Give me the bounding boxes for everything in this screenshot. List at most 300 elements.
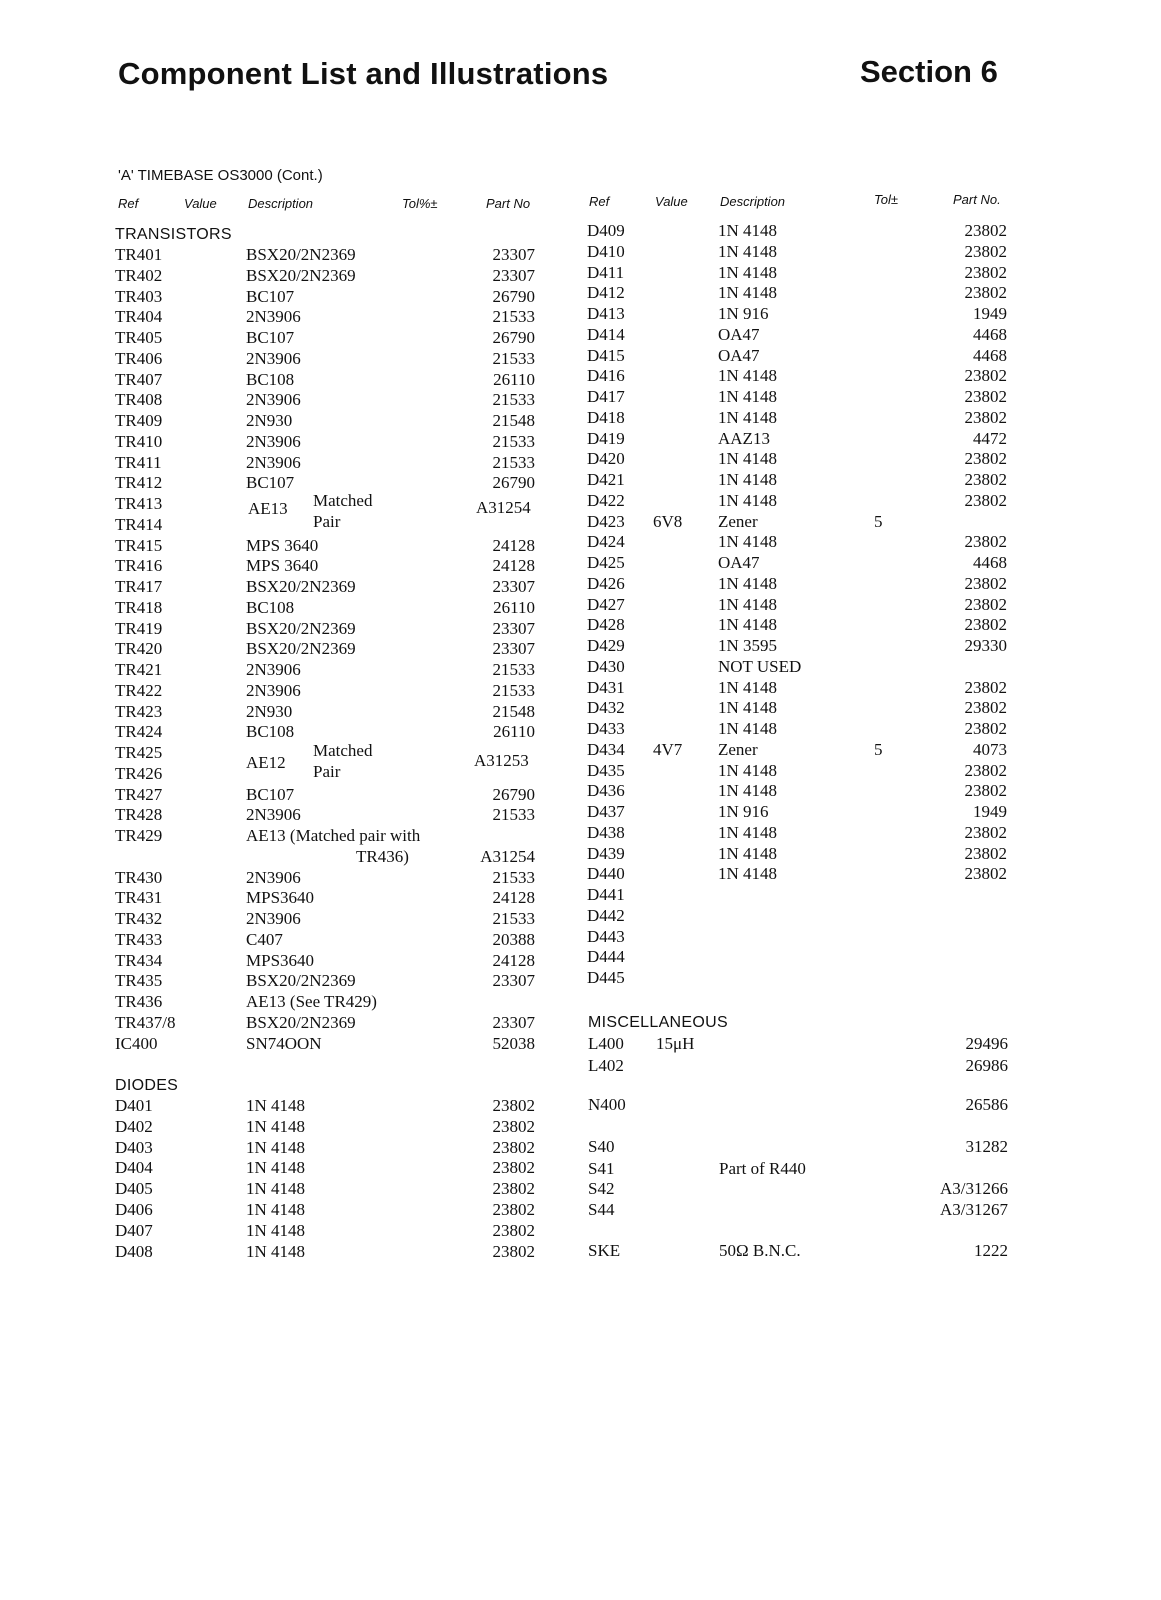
ref-cell: D409 bbox=[587, 221, 625, 240]
ref-cell: TR432 bbox=[115, 909, 163, 928]
ref-cell: TR412 bbox=[115, 473, 163, 493]
ref-cell: TR413 bbox=[115, 494, 163, 513]
right-header-description: Description bbox=[720, 194, 786, 209]
ref-cell: D401 bbox=[115, 1096, 153, 1115]
table-row bbox=[115, 825, 585, 846]
part-no-cell: 23802 bbox=[492, 1200, 535, 1219]
description-cell: Zener bbox=[718, 739, 758, 759]
part-no-cell: 23802 bbox=[492, 1137, 535, 1157]
ref-cell: D408 bbox=[115, 1241, 153, 1261]
ref-cell: S40 bbox=[588, 1137, 615, 1156]
ref-cell: TR430 bbox=[115, 867, 163, 887]
part-no-cell: 23307 bbox=[492, 1012, 535, 1032]
description-cell: BC108 bbox=[246, 722, 295, 742]
table-row bbox=[115, 887, 585, 908]
description-cell: SN74OON bbox=[246, 1033, 322, 1053]
ref-cell: D440 bbox=[587, 864, 625, 884]
part-no-cell: 23802 bbox=[492, 1241, 535, 1261]
table-row bbox=[115, 389, 585, 410]
table-row bbox=[587, 656, 1057, 677]
part-no-cell: 26986 bbox=[965, 1056, 1008, 1075]
table-row bbox=[587, 573, 1057, 594]
ref-cell: D431 bbox=[587, 677, 625, 697]
table-subtitle: 'A' TIMEBASE OS3000 (Cont.) bbox=[118, 167, 323, 184]
ref-cell: TR426 bbox=[115, 763, 163, 783]
part-no-cell: 23802 bbox=[964, 822, 1007, 842]
table-row bbox=[115, 597, 585, 618]
ref-cell: D424 bbox=[587, 532, 625, 552]
left-header-description: Description bbox=[248, 196, 314, 211]
description-cell: 1N 4148 bbox=[718, 594, 778, 614]
ref-cell: D406 bbox=[115, 1200, 153, 1219]
ref-cell: TR417 bbox=[115, 577, 163, 596]
description-cell: 1N 916 bbox=[718, 802, 769, 821]
table-row bbox=[115, 535, 585, 556]
description-cell: BC108 bbox=[246, 369, 295, 389]
table-row bbox=[588, 1033, 1058, 1054]
part-no-cell: 23307 bbox=[492, 618, 535, 638]
part-no-cell: 21533 bbox=[492, 307, 535, 327]
ref-cell: TR434 bbox=[115, 950, 163, 970]
part-no-cell: 21548 bbox=[492, 701, 535, 721]
ref-cell: D410 bbox=[587, 241, 625, 261]
table-row bbox=[587, 780, 1057, 801]
ref-cell: TR428 bbox=[115, 805, 163, 825]
table-row bbox=[115, 472, 585, 493]
description-cell: BC107 bbox=[246, 784, 295, 804]
left-header-value: Value bbox=[184, 196, 217, 211]
table-row bbox=[115, 410, 585, 431]
page-title: Component List and Illustrations bbox=[118, 56, 609, 91]
ref-cell: D441 bbox=[587, 885, 625, 904]
part-no-cell: 23802 bbox=[492, 1116, 535, 1136]
part-no-cell: 29330 bbox=[964, 636, 1007, 655]
ref-cell: TR433 bbox=[115, 929, 163, 949]
table-row bbox=[588, 1055, 1058, 1076]
table-row bbox=[115, 638, 585, 659]
ref-cell: D419 bbox=[587, 428, 625, 448]
part-no-cell: 4468 bbox=[973, 553, 1007, 572]
description-cell: BSX20/2N2369 bbox=[246, 577, 356, 596]
ref-cell: D418 bbox=[587, 407, 625, 427]
table-row bbox=[587, 967, 1057, 988]
table-row bbox=[588, 1136, 1058, 1157]
ref-cell: D422 bbox=[587, 490, 625, 510]
value-cell: 4V7 bbox=[653, 739, 683, 759]
description-cell: 1N 4148 bbox=[718, 221, 778, 240]
description-cell: 2N3906 bbox=[246, 909, 301, 928]
description-cell: BC107 bbox=[246, 328, 295, 347]
description-cell: 2N3906 bbox=[246, 867, 301, 887]
table-row bbox=[587, 282, 1057, 303]
part-no-cell: 4468 bbox=[973, 324, 1007, 344]
table-row bbox=[115, 514, 585, 535]
table-row bbox=[115, 950, 585, 971]
matched-pair-part-1: A31254 bbox=[476, 498, 531, 517]
ref-cell: D433 bbox=[587, 719, 625, 738]
table-row bbox=[115, 369, 585, 390]
right-header-value: Value bbox=[655, 194, 688, 209]
description-cell: 1N 4148 bbox=[718, 822, 778, 842]
part-no-cell: 23802 bbox=[964, 698, 1007, 718]
description-cell: OA47 bbox=[718, 345, 760, 365]
description-cell: MPS3640 bbox=[246, 950, 315, 970]
ref-cell: D442 bbox=[587, 905, 625, 925]
table-row bbox=[115, 431, 585, 452]
part-no-cell: 1949 bbox=[973, 304, 1007, 323]
ref-cell: TR425 bbox=[115, 743, 163, 762]
table-row bbox=[588, 1178, 1058, 1199]
tol-cell: 5 bbox=[874, 511, 883, 531]
part-no-cell: 24128 bbox=[492, 950, 535, 970]
table-row bbox=[588, 1240, 1058, 1261]
part-no-cell: 23802 bbox=[964, 594, 1007, 614]
description-cell: 1N 4148 bbox=[718, 490, 778, 510]
description-cell: 1N 4148 bbox=[718, 241, 778, 261]
ref-cell: TR419 bbox=[115, 618, 163, 638]
description-cell: 1N 4148 bbox=[718, 698, 778, 718]
description-cell: 1N 4148 bbox=[246, 1200, 306, 1219]
section-title: Section 6 bbox=[860, 54, 998, 89]
table-row bbox=[587, 511, 1057, 532]
description-cell: BC108 bbox=[246, 597, 295, 617]
table-row bbox=[588, 1094, 1058, 1115]
ref-cell: TR418 bbox=[115, 597, 163, 617]
table-row bbox=[587, 241, 1057, 262]
description-cell: 1N 4148 bbox=[246, 1137, 306, 1157]
ref-cell: D417 bbox=[587, 387, 625, 406]
description-cell: 1N 4148 bbox=[718, 843, 778, 863]
description-cell: 2N3906 bbox=[246, 307, 301, 327]
ref-cell: TR435 bbox=[115, 971, 163, 991]
description-cell: BC107 bbox=[246, 473, 295, 493]
part-no-cell: 23307 bbox=[492, 245, 535, 264]
part-no-cell: 23802 bbox=[492, 1179, 535, 1199]
part-no-cell: 21533 bbox=[492, 348, 535, 368]
ref-cell: D402 bbox=[115, 1116, 153, 1136]
table-row bbox=[115, 680, 585, 701]
part-no-cell: 26110 bbox=[493, 597, 535, 617]
ref-cell: TR409 bbox=[115, 411, 163, 430]
description-cell: NOT USED bbox=[718, 656, 802, 676]
description-cell: BSX20/2N2369 bbox=[246, 618, 356, 638]
table-row bbox=[587, 490, 1057, 511]
table-row bbox=[587, 863, 1057, 884]
table-row bbox=[115, 1116, 585, 1137]
part-no-cell: 23802 bbox=[964, 449, 1007, 469]
ref-cell: D404 bbox=[115, 1158, 153, 1178]
description-cell: 1N 4148 bbox=[718, 532, 778, 552]
table-row bbox=[587, 303, 1057, 324]
description-cell: Zener bbox=[718, 511, 758, 531]
part-no-cell: 21533 bbox=[492, 680, 535, 700]
part-no-cell: 23307 bbox=[492, 577, 535, 596]
part-no-cell: 21533 bbox=[492, 452, 535, 472]
description-cell: 2N3906 bbox=[246, 390, 301, 410]
part-no-cell: 23802 bbox=[964, 241, 1007, 261]
table-row bbox=[115, 1178, 585, 1199]
part-no-cell: 24128 bbox=[492, 888, 535, 908]
tol-cell: 5 bbox=[874, 739, 883, 759]
part-no-cell: 23307 bbox=[492, 639, 535, 659]
part-no-cell: 1222 bbox=[974, 1241, 1008, 1260]
description-cell: 1N 4148 bbox=[246, 1220, 306, 1240]
table-row bbox=[115, 452, 585, 473]
table-row bbox=[115, 929, 585, 950]
part-no-cell: 23802 bbox=[964, 760, 1007, 780]
ref-cell: D412 bbox=[587, 283, 625, 303]
table-row bbox=[115, 970, 585, 991]
table-row bbox=[587, 614, 1057, 635]
table-row bbox=[587, 594, 1057, 615]
part-no-cell: A31254 bbox=[480, 846, 535, 866]
table-row bbox=[587, 926, 1057, 947]
table-row bbox=[115, 867, 585, 888]
part-no-cell: 23802 bbox=[964, 366, 1007, 386]
table-row bbox=[587, 739, 1057, 760]
table-row bbox=[115, 244, 585, 265]
table-row bbox=[115, 721, 585, 742]
description-cell: BSX20/2N2369 bbox=[246, 971, 356, 991]
table-row bbox=[587, 884, 1057, 905]
part-no-cell: 23307 bbox=[492, 971, 535, 991]
ref-cell: TR407 bbox=[115, 369, 163, 389]
table-row bbox=[115, 1012, 585, 1033]
table-row bbox=[115, 763, 585, 784]
table-row bbox=[588, 1199, 1058, 1220]
ref-cell: D411 bbox=[587, 262, 625, 282]
ref-cell: D416 bbox=[587, 366, 625, 386]
ref-cell: D439 bbox=[587, 843, 625, 863]
ref-cell: TR416 bbox=[115, 556, 163, 576]
description-cell: 1N 4148 bbox=[718, 719, 778, 738]
description-cell: 2N3906 bbox=[246, 660, 301, 679]
description-cell: 1N 4148 bbox=[718, 366, 778, 386]
description-cell: 1N 4148 bbox=[718, 677, 778, 697]
ref-cell: TR415 bbox=[115, 535, 163, 555]
part-no-cell: 23802 bbox=[964, 719, 1007, 738]
description-cell: 1N 4148 bbox=[718, 449, 778, 469]
ref-cell: D423 bbox=[587, 511, 625, 531]
ref-cell: TR405 bbox=[115, 328, 163, 347]
ref-cell: N400 bbox=[588, 1095, 626, 1114]
part-no-cell: 23802 bbox=[964, 283, 1007, 303]
value-cell: 15μH bbox=[656, 1034, 695, 1053]
table-row bbox=[587, 677, 1057, 698]
part-no-cell: 4468 bbox=[973, 345, 1007, 365]
description-cell: 1N 4148 bbox=[246, 1241, 306, 1261]
table-row bbox=[587, 262, 1057, 283]
ref-cell: D435 bbox=[587, 760, 625, 780]
pair-label-2: Pair bbox=[313, 762, 341, 781]
ref-cell: D443 bbox=[587, 926, 625, 946]
description-cell: 1N 916 bbox=[718, 304, 769, 323]
ref-cell: D432 bbox=[587, 698, 625, 718]
ref-cell: D430 bbox=[587, 656, 625, 676]
description-cell: 50Ω B.N.C. bbox=[719, 1241, 801, 1260]
part-no-cell: A3/31266 bbox=[940, 1179, 1008, 1198]
description-cell: 1N 4148 bbox=[246, 1179, 306, 1199]
part-no-cell: 26790 bbox=[492, 473, 535, 493]
section-heading-miscellaneous: MISCELLANEOUS bbox=[588, 1014, 728, 1031]
right-header-tol: Tol± bbox=[874, 192, 899, 207]
table-row bbox=[587, 365, 1057, 386]
ref-cell: TR402 bbox=[115, 265, 163, 285]
ref-cell: TR437/8 bbox=[115, 1012, 176, 1032]
table-row bbox=[115, 555, 585, 576]
ref-cell: TR421 bbox=[115, 660, 163, 679]
part-no-cell: 23802 bbox=[492, 1096, 535, 1115]
ref-cell: L400 bbox=[588, 1034, 624, 1053]
part-no-cell: 23802 bbox=[964, 864, 1007, 884]
part-no-cell: 20388 bbox=[492, 929, 535, 949]
pair-label-1: Pair bbox=[313, 512, 341, 531]
ref-cell: TR401 bbox=[115, 245, 163, 264]
description-cell: BC107 bbox=[246, 286, 295, 306]
ref-cell: TR406 bbox=[115, 348, 163, 368]
part-no-cell: 23802 bbox=[964, 490, 1007, 510]
description-cell: OA47 bbox=[718, 553, 760, 572]
ref-cell: S42 bbox=[588, 1179, 615, 1198]
ref-cell: S41 bbox=[588, 1159, 615, 1178]
description-cell: 1N 4148 bbox=[718, 573, 778, 593]
part-no-cell: 31282 bbox=[965, 1137, 1008, 1156]
description-cell: 1N 3595 bbox=[718, 636, 778, 655]
table-row bbox=[587, 718, 1057, 739]
part-no-cell: 26790 bbox=[492, 784, 535, 804]
part-no-cell: 23802 bbox=[964, 470, 1007, 489]
table-row bbox=[587, 220, 1057, 241]
part-no-cell: 21533 bbox=[492, 909, 535, 928]
ref-cell: TR408 bbox=[115, 390, 163, 410]
description-cell: 2N3906 bbox=[246, 431, 301, 451]
description-cell: 2N3906 bbox=[246, 680, 301, 700]
part-no-cell: 23802 bbox=[964, 407, 1007, 427]
table-row bbox=[587, 843, 1057, 864]
ref-cell: D436 bbox=[587, 781, 625, 801]
part-no-cell: 23802 bbox=[964, 387, 1007, 406]
matched-pair-part-2: A31253 bbox=[474, 751, 529, 770]
part-no-cell: A3/31267 bbox=[940, 1200, 1008, 1219]
table-row bbox=[115, 348, 585, 369]
description-cell: AE13 (See TR429) bbox=[246, 992, 377, 1011]
description-cell: 1N 4148 bbox=[718, 470, 778, 489]
table-row bbox=[115, 908, 585, 929]
table-row bbox=[587, 905, 1057, 926]
part-no-cell: 4472 bbox=[973, 428, 1007, 448]
ref-cell: TR410 bbox=[115, 431, 163, 451]
table-row bbox=[115, 804, 585, 825]
description-cell: 2N3906 bbox=[246, 805, 301, 825]
description-cell: 2N3906 bbox=[246, 452, 301, 472]
ref-cell: TR411 bbox=[115, 452, 162, 472]
description-cell: 1N 4148 bbox=[718, 283, 778, 303]
part-no-cell: 26110 bbox=[493, 722, 535, 742]
ref-cell: TR414 bbox=[115, 514, 163, 534]
ref-cell: D414 bbox=[587, 324, 625, 344]
part-no-cell: 4073 bbox=[973, 739, 1007, 759]
ref-cell: D438 bbox=[587, 822, 625, 842]
ref-cell: D407 bbox=[115, 1220, 153, 1240]
ref-cell: D420 bbox=[587, 449, 625, 469]
ref-cell: TR436 bbox=[115, 992, 163, 1011]
table-row bbox=[115, 493, 585, 514]
right-header-ref: Ref bbox=[589, 194, 610, 209]
description-cell: 2N3906 bbox=[246, 348, 301, 368]
ref-cell: D427 bbox=[587, 594, 625, 614]
description-cell: TR436) bbox=[356, 846, 409, 866]
description-cell: 2N930 bbox=[246, 701, 293, 721]
ref-cell: D403 bbox=[115, 1137, 153, 1157]
part-no-cell: 29496 bbox=[965, 1034, 1008, 1053]
ref-cell: D444 bbox=[587, 947, 625, 967]
part-no-cell: 23307 bbox=[492, 265, 535, 285]
description-cell: MPS3640 bbox=[246, 888, 315, 908]
description-cell: 2N930 bbox=[246, 411, 293, 430]
section-heading-diodes: DIODES bbox=[115, 1077, 179, 1094]
ref-cell: D445 bbox=[587, 968, 625, 987]
table-row bbox=[115, 659, 585, 680]
ref-cell: D437 bbox=[587, 802, 625, 821]
description-cell: BSX20/2N2369 bbox=[246, 245, 356, 264]
part-no-cell: 21533 bbox=[492, 867, 535, 887]
table-row bbox=[115, 286, 585, 307]
section-heading-transistors: TRANSISTORS bbox=[115, 226, 232, 243]
description-cell: 1N 4148 bbox=[718, 407, 778, 427]
part-no-cell: 23802 bbox=[964, 781, 1007, 801]
part-no-cell: 52038 bbox=[492, 1033, 535, 1053]
left-header-part-no: Part No bbox=[486, 196, 531, 211]
part-no-cell: 21533 bbox=[492, 431, 535, 451]
table-row bbox=[115, 1033, 585, 1054]
ref-cell: D426 bbox=[587, 573, 625, 593]
part-no-cell: 26586 bbox=[965, 1095, 1008, 1114]
ref-cell: D428 bbox=[587, 615, 625, 635]
table-row bbox=[587, 345, 1057, 366]
part-no-cell: 24128 bbox=[492, 556, 535, 576]
table-row bbox=[115, 991, 585, 1012]
table-row bbox=[587, 531, 1057, 552]
table-row bbox=[115, 1137, 585, 1158]
left-header-tol: Tol%± bbox=[402, 196, 438, 211]
part-no-cell: 23802 bbox=[492, 1158, 535, 1178]
ref-cell: SKE bbox=[588, 1241, 621, 1260]
table-row bbox=[115, 1241, 585, 1262]
table-row bbox=[587, 946, 1057, 967]
part-no-cell: 24128 bbox=[492, 535, 535, 555]
table-row bbox=[587, 760, 1057, 781]
table-row bbox=[587, 407, 1057, 428]
part-no-cell: 23802 bbox=[964, 573, 1007, 593]
table-row bbox=[115, 1095, 585, 1116]
table-row bbox=[587, 635, 1057, 656]
table-row bbox=[588, 1158, 1058, 1179]
description-cell: MPS 3640 bbox=[246, 535, 319, 555]
table-row bbox=[115, 1220, 585, 1241]
part-no-cell: 23802 bbox=[964, 221, 1007, 240]
part-no-cell: 23802 bbox=[964, 615, 1007, 635]
ref-cell: TR403 bbox=[115, 286, 163, 306]
table-row bbox=[587, 801, 1057, 822]
table-row bbox=[115, 327, 585, 348]
table-row bbox=[115, 1199, 585, 1220]
right-header-part-no: Part No. bbox=[953, 192, 1001, 207]
ref-cell: L402 bbox=[588, 1056, 624, 1075]
ref-cell: D415 bbox=[587, 345, 625, 365]
matched-label-2: Matched bbox=[313, 741, 373, 760]
ref-cell: D405 bbox=[115, 1179, 153, 1199]
table-row bbox=[115, 576, 585, 597]
